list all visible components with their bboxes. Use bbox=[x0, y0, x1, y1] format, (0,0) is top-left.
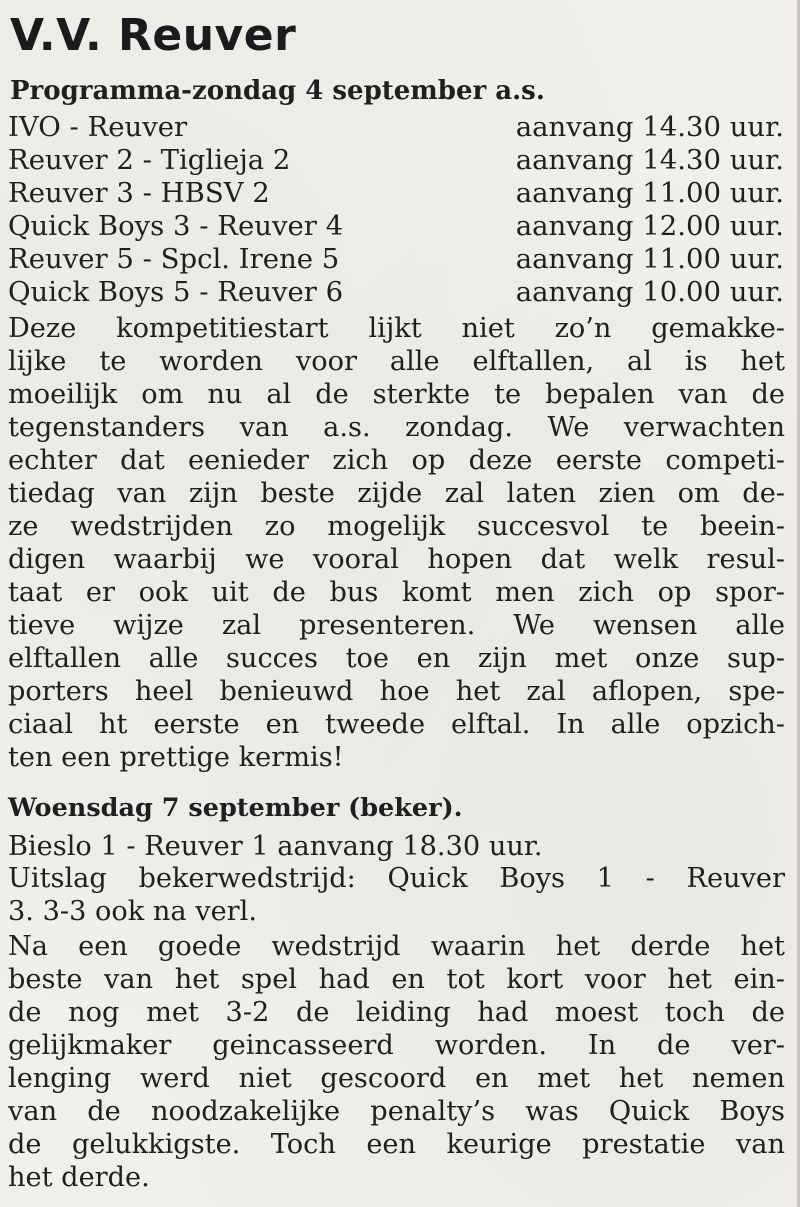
fixture-kickoff: aanvang 12.00 uur. bbox=[515, 210, 784, 242]
paragraph-line: Na een goede wedstrijd waarin het derde het bbox=[8, 931, 785, 962]
paragraph-line: gelijkmaker geincasseerd worden. In de ver- bbox=[8, 1030, 785, 1061]
fixture-row bbox=[8, 276, 788, 309]
fixture-teams: Reuver 2 - Tiglieja 2 bbox=[8, 144, 291, 176]
fixture-teams: Quick Boys 5 - Reuver 6 bbox=[8, 276, 344, 308]
paragraph-line: moeilijk om nu al de sterkte te bepalen van de bbox=[8, 379, 785, 410]
fixture-row bbox=[8, 243, 788, 276]
paragraph-line: tiedag van zijn beste zijde zal laten zien om de- bbox=[8, 478, 785, 509]
fixture-kickoff: aanvang 10.00 uur. bbox=[515, 276, 784, 308]
paragraph-line: lenging werd niet gescoord en met het nemen bbox=[8, 1063, 785, 1094]
paragraph-line: ten een prettige kermis! bbox=[8, 742, 344, 773]
fixture-row bbox=[8, 210, 788, 243]
paragraph-line: digen waarbij we vooral hopen dat welk resul- bbox=[8, 544, 785, 575]
fixture-teams: IVO - Reuver bbox=[8, 111, 188, 143]
fixture-kickoff: aanvang 14.30 uur. bbox=[515, 144, 784, 176]
paragraph-line: taat er ook uit de bus komt men zich op spor- bbox=[8, 577, 785, 608]
cup-heading: Woensdag 7 september (beker). bbox=[8, 793, 463, 823]
fixture-teams: Quick Boys 3 - Reuver 4 bbox=[8, 210, 344, 242]
fixture-teams: Reuver 5 - Spcl. Irene 5 bbox=[8, 243, 340, 275]
fixture-kickoff: aanvang 11.00 uur. bbox=[515, 177, 784, 209]
paragraph-line: de nog met 3-2 de leiding had moest toch de bbox=[8, 997, 785, 1028]
club-headline: V.V. Reuver bbox=[10, 10, 297, 61]
paragraph-line: ze wedstrijden zo mogelijk succesvol te beein- bbox=[8, 511, 785, 542]
paragraph-line: echter dat eenieder zich op deze eerste competi- bbox=[8, 445, 785, 476]
paragraph-line: elftallen alle succes toe en zijn met onze sup- bbox=[8, 643, 785, 674]
programme-heading: Programma-zondag 4 september a.s. bbox=[10, 76, 545, 106]
paragraph-line: de gelukkigste. Toch een keurige prestatie van bbox=[8, 1129, 785, 1160]
paragraph-line: tegenstanders van a.s. zondag. We verwachten bbox=[8, 412, 785, 443]
fixture-kickoff: aanvang 11.00 uur. bbox=[515, 243, 784, 275]
fixture-kickoff: aanvang 14.30 uur. bbox=[515, 111, 784, 143]
paragraph-line: porters heel benieuwd hoe het zal aflopen, spe- bbox=[8, 676, 785, 707]
fixture-row bbox=[8, 177, 788, 210]
paragraph-line: lijke te worden voor alle elftallen, al is het bbox=[8, 346, 785, 377]
cup-result-label: Uitslag bekerwedstrijd: Quick Boys 1 - Reuver bbox=[8, 863, 785, 894]
fixture-teams: Reuver 3 - HBSV 2 bbox=[8, 177, 270, 209]
preview-paragraph bbox=[8, 312, 785, 774]
paragraph-line: beste van het spel had en tot kort voor het ein- bbox=[8, 964, 785, 995]
cup-fixture: Bieslo 1 - Reuver 1 aanvang 18.30 uur. bbox=[8, 831, 543, 862]
paragraph-line: tieve wijze zal presenteren. We wensen alle bbox=[8, 610, 785, 641]
fixture-row bbox=[8, 144, 788, 177]
match-report-paragraph bbox=[8, 930, 785, 1194]
paragraph-line: het derde. bbox=[8, 1162, 150, 1193]
paragraph-line: van de noodzakelijke penalty’s was Quick Boys bbox=[8, 1096, 785, 1127]
cup-result-score: 3. 3-3 ook na verl. bbox=[8, 896, 258, 927]
paragraph-line: Deze kompetitiestart lijkt niet zo’n gemakke- bbox=[8, 313, 785, 344]
fixture-list bbox=[8, 111, 788, 309]
fixture-row bbox=[8, 111, 788, 144]
paragraph-line: ciaal ht eerste en tweede elftal. In alle opzich- bbox=[8, 709, 785, 740]
